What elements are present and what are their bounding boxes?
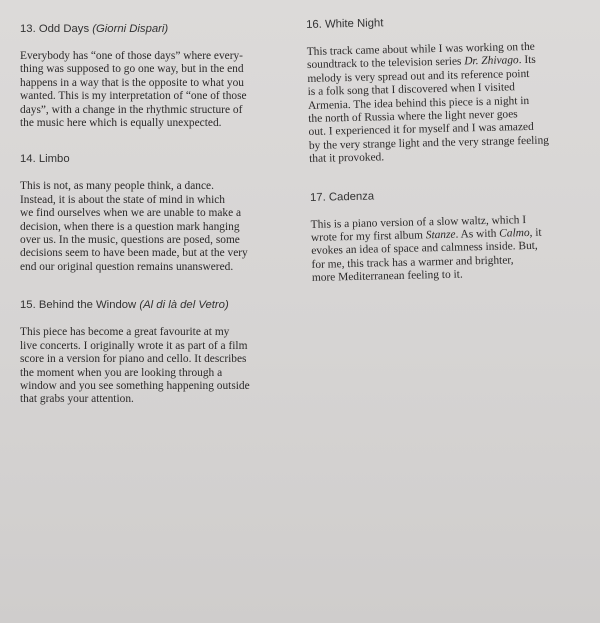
track-15-title: Behind the Window xyxy=(38,299,137,312)
track-17-line-text: wrote for my first album xyxy=(310,229,424,245)
track-14-line: Instead, it is about the state of mind in which xyxy=(20,193,225,206)
track-17-line: for me, this track has a warmer and brighter, xyxy=(311,254,514,271)
track-17-line: more Mediterranean feeling to it. xyxy=(311,268,463,285)
right-column xyxy=(306,12,574,286)
track-17-number: 17. xyxy=(309,191,326,204)
track-14-line: decision, when there is a question mark hanging xyxy=(20,220,240,233)
track-15-line: the moment when you are looking through a xyxy=(20,366,223,379)
track-15-line: score in a version for piano and cello. It describes xyxy=(20,353,247,366)
track-15-number: 15. xyxy=(20,299,36,312)
track-16-line: that it provoked. xyxy=(309,151,385,166)
track-15-description xyxy=(20,326,282,406)
track-14-description xyxy=(20,180,282,274)
track-14-heading xyxy=(20,152,282,166)
track-17-description xyxy=(311,213,574,286)
track-14-line: decisions seem to have been made, but at the very xyxy=(20,247,248,260)
track-17-line-text: , it xyxy=(529,226,542,240)
track-16-description xyxy=(307,40,572,167)
track-16-line: Armenia. The idea behind this piece is a night in xyxy=(307,94,530,112)
album-title: Stanze xyxy=(425,228,456,242)
track-15-subtitle: (Al di là del Vetro) xyxy=(139,299,229,312)
track-16-line: out. I experienced it for myself and I was amazed xyxy=(308,121,534,139)
track-16-line-text: soundtrack to the television series xyxy=(306,55,462,72)
track-16-line: is a folk song that I discovered when I visited xyxy=(307,81,515,99)
track-17-title: Cadenza xyxy=(328,190,375,204)
track-14-line: end our original question remains unanswered. xyxy=(20,260,234,273)
tv-series-title: Dr. Zhivago xyxy=(464,54,519,68)
track-16-section xyxy=(306,12,571,167)
track-16-line: This track came about while I was working on the xyxy=(306,40,535,58)
track-15-line: that grabs your attention. xyxy=(20,393,134,406)
track-14-number: 14. xyxy=(20,153,36,166)
track-14-line: over us. In the music, questions are posed, some xyxy=(20,234,240,247)
track-14-section xyxy=(20,152,282,274)
track-16-title: White Night xyxy=(324,17,384,31)
spacer xyxy=(20,274,282,298)
spacer xyxy=(20,130,282,152)
track-17-line: This is a piano version of a slow waltz, which I xyxy=(310,213,527,231)
track-13-line: the music here which is equally unexpected. xyxy=(20,117,222,130)
track-13-line: thing was supposed to go one way, but in the end xyxy=(20,63,244,76)
track-15-heading xyxy=(20,298,282,312)
track-15-line: window and you see something happening outside xyxy=(20,379,250,392)
track-13-title: Odd Days xyxy=(38,23,90,35)
track-14-line: we find ourselves when we are unable to make a xyxy=(20,207,242,220)
track-16-number: 16. xyxy=(306,18,323,31)
track-16-line: melody is very spread out and its reference point xyxy=(307,67,530,85)
track-13-line: days”, with a change in the rhythmic structure of xyxy=(20,103,243,116)
track-15-section xyxy=(20,298,282,406)
track-17-section xyxy=(310,185,574,286)
track-16-heading xyxy=(306,12,568,32)
track-13-heading xyxy=(20,22,282,36)
track-14-title: Limbo xyxy=(38,153,70,166)
track-17-line: evokes an idea of space and calmness inside. But, xyxy=(311,240,538,258)
track-13-number: 13. xyxy=(20,23,36,35)
track-13-line: wanted. This is my interpretation of “one of those xyxy=(20,90,247,103)
track-15-line: This piece has become a great favourite at my xyxy=(20,326,230,339)
track-13-section xyxy=(20,22,282,130)
track-16-line: the north of Russia where the light never goes xyxy=(308,108,518,126)
track-13-line: happens in a way that is the opposite to what you xyxy=(20,76,244,89)
track-13-subtitle: (Giorni Dispari) xyxy=(92,23,169,35)
track-14-line: This is not, as many people think, a dance. xyxy=(20,180,214,193)
track-16-line: by the very strange light and the very strange feeling xyxy=(308,134,550,152)
track-13-line: Everybody has “one of those days” where every- xyxy=(20,50,243,62)
track-13-description xyxy=(20,50,282,130)
track-16-line-text: . Its xyxy=(518,54,536,67)
track-17-line-text: . As with xyxy=(455,227,500,241)
left-column xyxy=(20,22,282,407)
track-15-line: live concerts. I originally wrote it as part of a film xyxy=(20,339,248,352)
related-track-title: Calmo xyxy=(499,227,530,240)
